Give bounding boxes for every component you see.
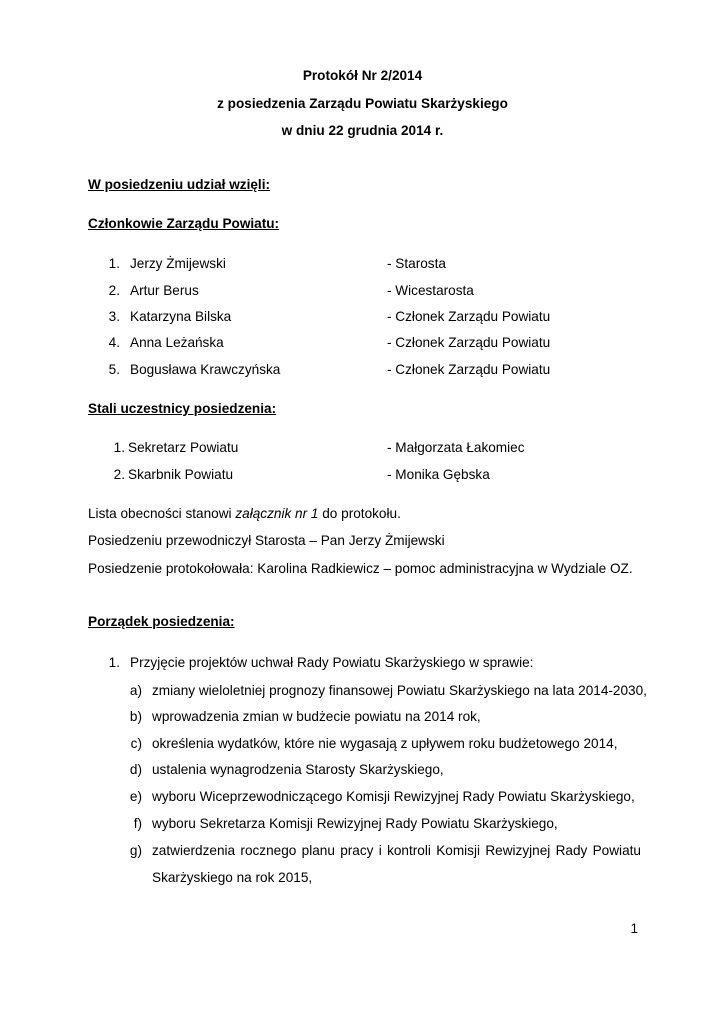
- minutes-taken-by-note: Posiedzenie protokołowała: Karolina Radkiewicz – pomoc administracyjna w Wydziale OZ.: [88, 561, 633, 576]
- participant-name: - Małgorzata Łakomiec: [387, 440, 525, 455]
- board-heading: Członkowie Zarządu Powiatu:: [88, 216, 280, 231]
- member-name: Anna Leżańska: [130, 335, 224, 350]
- member-name: Katarzyna Bilska: [130, 309, 232, 324]
- member-role: - Członek Zarządu Powiatu: [387, 335, 551, 350]
- attendance-heading: W posiedzeniu udział wzięli:: [88, 177, 271, 192]
- participant-function: Sekretarz Powiatu: [128, 440, 239, 455]
- participant-name: - Monika Gębska: [387, 467, 490, 482]
- document-date: w dniu 22 grudnia 2014 r.: [281, 123, 444, 138]
- attendance-list-note: Lista obecności stanowi załącznik nr 1 do protokołu.: [88, 506, 401, 521]
- member-role: - Członek Zarządu Powiatu: [387, 309, 551, 324]
- participant-function: Skarbnik Powiatu: [128, 467, 234, 482]
- attachment-reference: załącznik nr 1: [235, 506, 319, 521]
- justified-line: zatwierdzenia rocznego planu pracy i kontroli Komisji Rewizyjnej Rady Powiatu: [152, 843, 641, 858]
- document-subtitle: z posiedzenia Zarządu Powiatu Skarżyskiego: [217, 96, 508, 111]
- agenda-item-text: Przyjęcie projektów uchwał Rady Powiatu Skarżyskiego w sprawie:: [130, 655, 534, 670]
- member-name: Bogusława Krawczyńska: [130, 362, 281, 377]
- member-role: - Wicestarosta: [387, 283, 474, 298]
- member-role: - Starosta: [387, 256, 446, 271]
- member-name: Artur Berus: [130, 283, 199, 298]
- permanent-participants-heading: Stali uczestnicy posiedzenia:: [88, 401, 277, 416]
- member-role: - Członek Zarządu Powiatu: [387, 362, 551, 377]
- agenda-heading: Porządek posiedzenia:: [88, 614, 235, 629]
- page-number: 1: [630, 921, 638, 936]
- chaired-by-note: Posiedzeniu przewodniczył Starosta – Pan Jerzy Żmijewski: [88, 533, 445, 548]
- document-title: Protokół Nr 2/2014: [302, 68, 423, 83]
- member-name: Jerzy Żmijewski: [130, 256, 226, 271]
